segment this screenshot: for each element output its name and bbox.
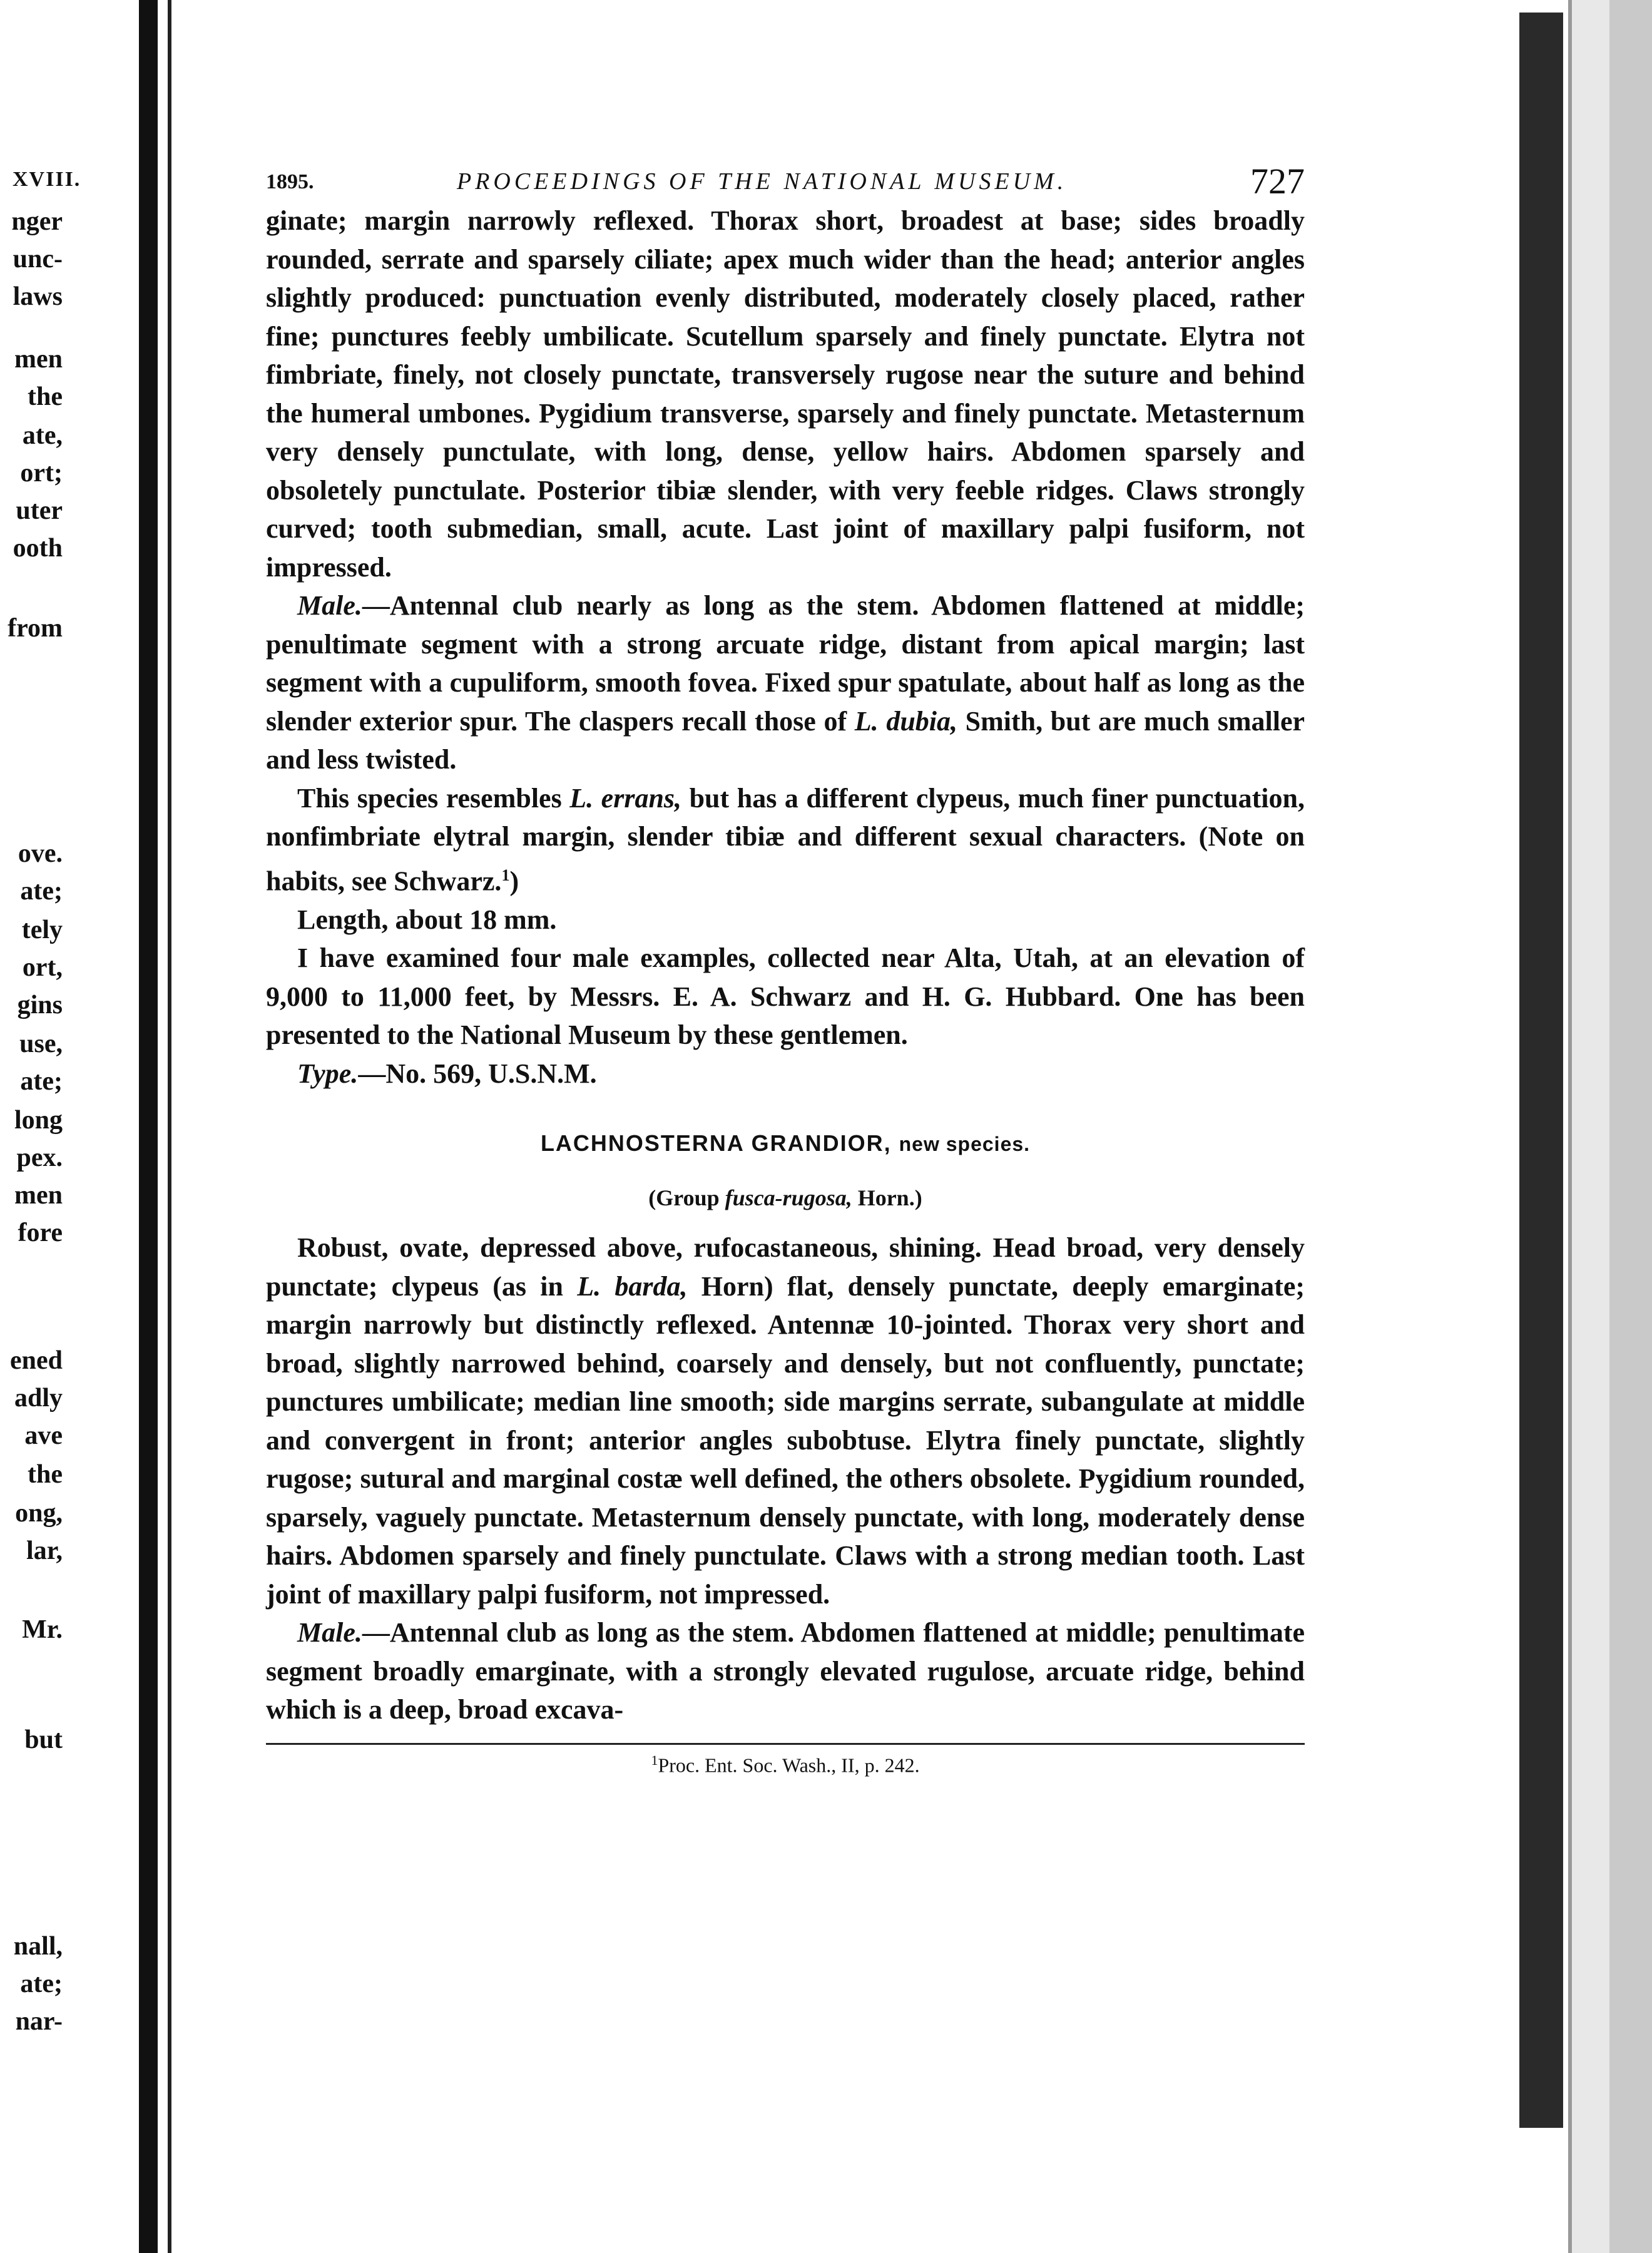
- footnote: [266, 1752, 1305, 1777]
- species-ref: L. errans,: [569, 782, 682, 814]
- paragraph-examples: I have examined four male examples, collected near Alta, Utah, at an elevation of 9,000 to 11,000 feet, by Messrs. E. A. Schwarz and H. G. Hubbard. One has been presented to the National Museum by these gentlemen.: [266, 943, 1305, 1051]
- paragraph-description: ginate; margin narrowly reflexed. Thorax short, broadest at base; sides broadly rounded, serrate and sparsely ciliate; apex much wider than the head; anterior angles slightly produced: punctuation evenly distributed, moderately closely placed, rather fine; punctures feebly umbilicate. Scutellum sparsely and finely punctate. Elytra not fimbriate, finely, not closely punctate, transversely rugose near the suture and behind the humeral umbones. Pygidium transverse, sparsely and finely punctate. Metasternum very densely punctulate, with long, dense, yellow hairs. Abdomen sparsely and obsoletely punctulate. Posterior tibiæ slender, with very feeble ridges. Claws strongly curved; tooth submedian, small, acute. Last joint of maxillary palpi fusiform, not impressed.: [266, 205, 1305, 583]
- footnote-ref: 1: [501, 866, 510, 884]
- comparison-text-a: This species resembles: [297, 782, 570, 814]
- scan-gutter: [139, 0, 158, 2253]
- right-page: [266, 161, 1305, 1777]
- footnote-marker: 1: [651, 1752, 658, 1768]
- paragraph-grandior-male: [266, 1613, 1305, 1729]
- left-page-fragment: ened: [10, 1346, 63, 1375]
- body-text: [266, 202, 1305, 1729]
- left-page-fragment: Mr.: [22, 1615, 63, 1644]
- left-page-fragment: adly: [14, 1384, 63, 1413]
- left-page-fragment: laws: [13, 282, 63, 311]
- male-text-a: —Antennal club nearly as long as the stem. Abdomen flattened at middle; penultimate segment with a strong arcuate ridge, distant from apical margin; last segment with a cupuliform, smooth fovea. Fixed spur spatulate, about half as long as the slender exterior spur. The claspers recall those of: [266, 590, 1305, 737]
- left-page-fragment: lar,: [26, 1536, 63, 1565]
- type-label: Type.: [297, 1058, 359, 1089]
- scan-gutter-line: [168, 0, 171, 2253]
- page-edge-outer: [1609, 0, 1652, 2253]
- left-page-fragment: men: [14, 345, 63, 374]
- left-page-fragment: tely: [21, 916, 63, 944]
- group-open: (Group: [648, 1185, 725, 1210]
- footnote-rule: [266, 1743, 1305, 1745]
- left-page-fragment: ort,: [22, 953, 63, 982]
- left-page-fragment: the: [28, 382, 63, 411]
- new-species-label: new species.: [899, 1133, 1031, 1156]
- male-label: Male.: [297, 1617, 362, 1648]
- left-page-fragment: fore: [18, 1218, 63, 1247]
- group-name: fusca-rugosa,: [725, 1185, 852, 1210]
- species-ref: L. dubia,: [854, 705, 958, 737]
- comparison-text-b: but has a different clypeus, much finer punctuation, nonfimbriate elytral margin, slender tibiæ and different sexual characters. (Note on habits, see Schwarz.: [266, 782, 1305, 897]
- left-page-fragment: long: [14, 1106, 63, 1135]
- left-page-fragment: ate;: [20, 1067, 63, 1096]
- group-line: [266, 1179, 1305, 1218]
- left-page-fragment: ate;: [20, 1969, 63, 1998]
- paragraph-grandior-description: [266, 1229, 1305, 1613]
- left-page-fragment: nall,: [13, 1932, 63, 1961]
- page-number: 727: [1250, 161, 1305, 202]
- left-page-fragment: nar-: [15, 2007, 63, 2036]
- left-page-fragment: from: [8, 614, 63, 643]
- header-year: 1895.: [266, 170, 314, 193]
- left-page-fragment: ave: [24, 1421, 63, 1450]
- left-page-fragment: unc-: [13, 245, 63, 273]
- species-heading: [266, 1124, 1305, 1164]
- left-page-fragment: ate;: [20, 877, 63, 906]
- group-close: Horn.): [852, 1185, 922, 1210]
- paragraph-type: [266, 1055, 1305, 1093]
- paragraph-comparison: [266, 779, 1305, 901]
- page-edge-dark: [1519, 13, 1563, 2128]
- left-page-fragment: ate,: [22, 421, 63, 450]
- type-text: —No. 569, U.S.N.M.: [358, 1058, 597, 1089]
- male-label: Male.: [297, 590, 362, 621]
- left-page-fragment: the: [28, 1460, 63, 1489]
- left-page-fragment: use,: [19, 1029, 63, 1058]
- running-header: [266, 161, 1305, 202]
- left-page-fragment: ove.: [18, 839, 63, 868]
- species-name: LACHNOSTERNA GRANDIOR,: [540, 1130, 892, 1157]
- left-page-fragment: men: [14, 1181, 63, 1210]
- left-page-fragment: ort;: [20, 459, 63, 488]
- left-page-fragment: uter: [16, 496, 63, 525]
- male-text-b: Smith, but are much smaller and less twisted.: [266, 705, 1305, 775]
- left-page-fragment: but: [24, 1725, 63, 1754]
- grandior-male-text: —Antennal club as long as the stem. Abdomen flattened at middle; penultimate segment broadly emarginate, with a strongly elevated rugulose, arcuate ridge, behind which is a deep, broad excava-: [266, 1617, 1305, 1725]
- left-page-fragment: ong,: [15, 1499, 63, 1528]
- header-title: PROCEEDINGS OF THE NATIONAL MUSEUM.: [457, 168, 1068, 195]
- page-edge-light: [1568, 0, 1609, 2253]
- left-page-fragment: pex.: [16, 1143, 63, 1172]
- paragraph-length: Length, about 18 mm.: [297, 904, 557, 935]
- left-page-header: XVIII.: [13, 168, 81, 191]
- comparison-text-c: ): [509, 866, 519, 897]
- footnote-text: Proc. Ent. Soc. Wash., II, p. 242.: [658, 1754, 920, 1777]
- left-page-fragment: nger: [11, 207, 63, 236]
- left-page-fragment: ooth: [13, 534, 63, 563]
- left-page-fragment: gins: [17, 991, 63, 1019]
- paragraph-male: [266, 586, 1305, 779]
- grandior-text-a: Robust, ovate, depressed above, rufocastaneous, shining. Head broad, very densely punctate; clypeus (as in: [266, 1232, 1305, 1302]
- species-ref: L. barda,: [577, 1270, 688, 1302]
- grandior-text-b: Horn) flat, densely punctate, deeply emarginate; margin narrowly but distinctly reflexed. Antennæ 10-jointed. Thorax very short and broad, slightly narrowed behind, coarsely and densely, but not confluently, punctate; punctures umbilicate; median line smooth; side margins serrate, subangulate at middle and convergent in front; anterior angles subobtuse. Elytra finely punctate, slightly rugose; sutural and marginal costæ well defined, the others obsolete. Pygidium rounded, sparsely, vaguely punctate. Metasternum densely punctate, with long, moderately dense hairs. Abdomen sparsely and finely punctulate. Claws with a strong median tooth. Last joint of maxillary palpi fusiform, not impressed.: [266, 1270, 1305, 1610]
